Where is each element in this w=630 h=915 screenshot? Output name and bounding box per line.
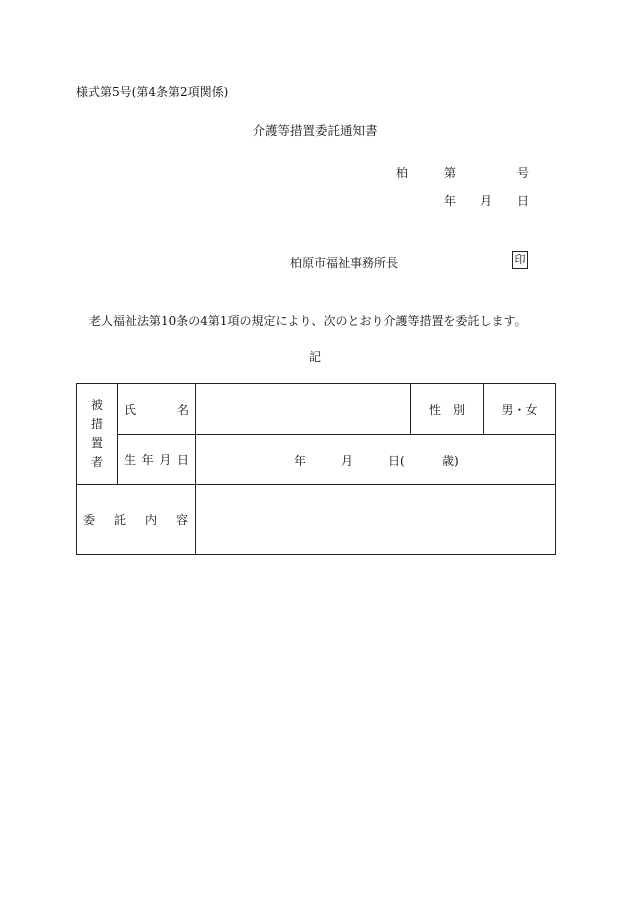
- name-label-char: 氏: [124, 402, 137, 417]
- table-row: [77, 435, 556, 485]
- dob-month: 月: [341, 453, 354, 468]
- subject-label-cell: [77, 384, 118, 485]
- table-row: [77, 485, 556, 555]
- name-value-cell[interactable]: [196, 384, 411, 435]
- name-label-cell: [118, 384, 196, 435]
- body-text: 老人福祉法第10条の4第1項の規定により、次のとおり介護等措置を委託します。: [89, 314, 527, 328]
- seal-mark: 印: [512, 251, 528, 269]
- dob-day: 日(: [388, 453, 405, 468]
- date-month: 月: [480, 194, 493, 208]
- dob-value-cell[interactable]: [196, 435, 556, 485]
- form-number: 様式第5号(第4条第2項関係): [76, 85, 229, 99]
- dob-label: [118, 451, 195, 468]
- content-label-char: 託: [113, 513, 126, 527]
- record-table: [76, 383, 556, 555]
- content-label-char: 容: [175, 513, 188, 527]
- date-year: 年: [444, 194, 457, 208]
- name-label-char: 名: [176, 402, 189, 417]
- dob-age: 歳): [442, 453, 459, 468]
- doc-number-prefix: 柏: [396, 166, 409, 180]
- ki-heading: 記: [308, 350, 321, 364]
- document-title: 介護等措置委託通知書: [252, 123, 378, 138]
- sex-label: 性 別: [411, 384, 484, 435]
- doc-number-go: 号: [517, 166, 530, 180]
- dob-value: [196, 450, 555, 470]
- dob-label-char: 生: [124, 453, 137, 467]
- sex-value[interactable]: 男・女: [484, 384, 556, 435]
- dob-label-char: 月: [159, 453, 172, 467]
- date-day: 日: [517, 194, 530, 208]
- dob-label-char: 年: [141, 453, 154, 467]
- content-label: [77, 511, 195, 528]
- content-label-char: 委: [83, 513, 96, 527]
- name-label: [118, 401, 195, 418]
- dob-year: 年: [294, 453, 307, 468]
- doc-number-dai: 第: [444, 166, 457, 180]
- content-value-cell[interactable]: [196, 485, 556, 555]
- content-label-char: 内: [144, 513, 157, 527]
- dob-label-cell: [118, 435, 196, 485]
- subject-label: 被措置者: [90, 398, 103, 469]
- content-label-cell: [77, 485, 196, 555]
- issuer-name: 柏原市福祉事務所長: [290, 256, 399, 270]
- dob-label-char: 日: [176, 453, 189, 467]
- table-row: [77, 384, 556, 435]
